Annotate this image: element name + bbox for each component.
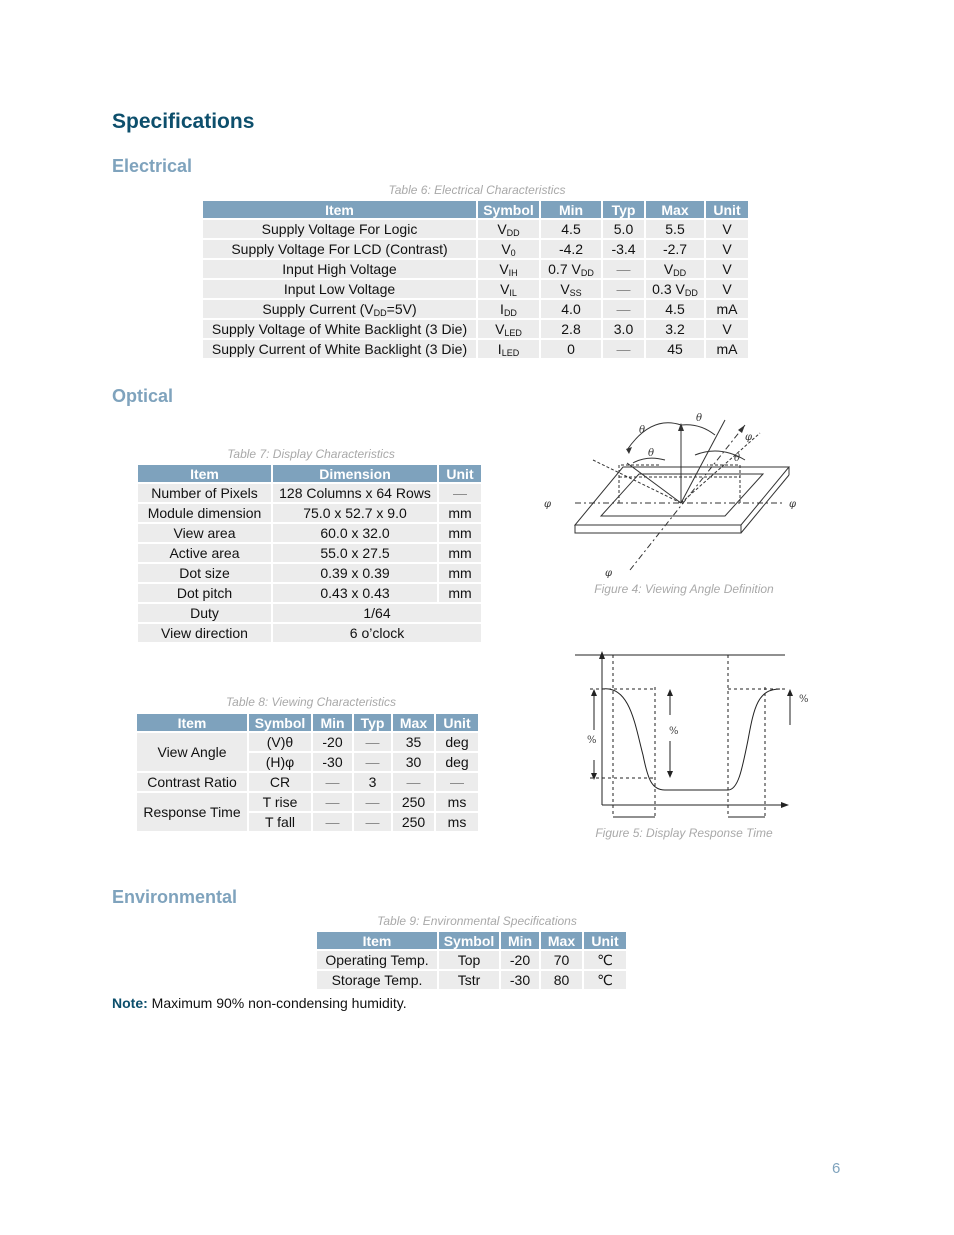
cell-unit: mm [439, 544, 481, 562]
col-header: Unit [584, 932, 626, 949]
phi-label: φ [544, 499, 552, 510]
cell-unit: V [706, 220, 748, 238]
cell-item: Contrast Ratio [137, 773, 247, 791]
col-header: Unit [436, 714, 478, 731]
cell-item: Input High Voltage [203, 260, 476, 278]
cell-symbol: $I_{DD}$ [478, 300, 539, 318]
col-header: Unit [439, 465, 481, 482]
cell-min: -30 [313, 753, 352, 771]
cell-symbol: Top [439, 951, 499, 969]
col-header: Typ [354, 714, 391, 731]
cell-symbol: (V)θ [249, 733, 311, 751]
percent-label: % [587, 735, 597, 746]
theta-label: θ [639, 425, 646, 436]
cell-min: $V_{SS}$ [541, 280, 601, 298]
cell-symbol: T fall [249, 813, 311, 831]
cell-unit: mm [439, 564, 481, 582]
table-row [138, 524, 481, 542]
phi-label: φ [605, 568, 613, 579]
cell-min: 2.8 [541, 320, 601, 338]
col-header: Min [501, 932, 539, 949]
cell-typ: — [354, 793, 391, 811]
cell-item: View Angle [137, 733, 247, 771]
cell-max: 0.3 $V_{DD}$ [646, 280, 704, 298]
table-row [137, 773, 478, 791]
col-header: Item [137, 714, 247, 731]
cell-typ: — [354, 813, 391, 831]
cell-min: -4.2 [541, 240, 601, 258]
col-header: Symbol [439, 932, 499, 949]
cell-item: Dot size [138, 564, 271, 582]
table-row [138, 504, 481, 522]
table-row [138, 484, 481, 502]
cell-max: 250 [393, 793, 434, 811]
table7-caption: Table 7: Display Characteristics [227, 447, 395, 461]
table-row [138, 604, 481, 622]
table-row [317, 951, 626, 969]
table-row [203, 260, 748, 278]
cell-symbol: $V_0$ [478, 240, 539, 258]
cell-dimension: 75.0 x 52.7 x 9.0 [273, 504, 437, 522]
cell-max: 30 [393, 753, 434, 771]
figure4-caption: Figure 4: Viewing Angle Definition [594, 582, 774, 596]
cell-typ: — [354, 733, 391, 751]
table-row [203, 240, 748, 258]
cell-typ: — [603, 280, 644, 298]
section-heading-optical: Optical [112, 386, 174, 406]
cell-min: — [313, 813, 352, 831]
cell-typ: — [354, 753, 391, 771]
viewing-characteristics-table [135, 712, 480, 833]
cell-dimension: 0.43 x 0.43 [273, 584, 437, 602]
table-row [203, 280, 748, 298]
theta-label: θ [734, 453, 741, 464]
cell-max: $V_{DD}$ [646, 260, 704, 278]
cell-symbol: $V_{IL}$ [478, 280, 539, 298]
electrical-characteristics-table [201, 199, 750, 360]
table8-caption: Table 8: Viewing Characteristics [225, 695, 397, 709]
humidity-note [112, 995, 407, 1011]
cell-unit: ms [436, 813, 478, 831]
cell-typ: — [603, 340, 644, 358]
cell-max: 80 [541, 971, 582, 989]
table-row [137, 733, 478, 751]
col-header: Max [541, 932, 582, 949]
cell-max: 35 [393, 733, 434, 751]
cell-min: — [313, 793, 352, 811]
cell-unit: — [439, 484, 481, 502]
cell-max: -2.7 [646, 240, 704, 258]
section-heading-environmental: Environmental [112, 887, 238, 907]
table9-caption: Table 9: Environmental Specifications [377, 914, 577, 928]
cell-symbol: (H)φ [249, 753, 311, 771]
environmental-specifications-table [315, 930, 628, 991]
cell-symbol: $V_{LED}$ [478, 320, 539, 338]
cell-dimension: 6 o’clock [273, 624, 481, 642]
col-header: Min [313, 714, 352, 731]
figure5-caption: Figure 5: Display Response Time [595, 826, 773, 840]
cell-typ: 3 [354, 773, 391, 791]
percent-label: % [669, 726, 679, 737]
cell-dimension: 0.39 x 0.39 [273, 564, 437, 582]
cell-unit: — [436, 773, 478, 791]
col-header: Unit [706, 201, 748, 218]
percent-label: % [799, 694, 809, 705]
cell-item: Supply Voltage of White Backlight (3 Die) [203, 320, 476, 338]
table-row [203, 220, 748, 238]
col-header: Max [393, 714, 434, 731]
cell-symbol: Tstr [439, 971, 499, 989]
cell-typ: -3.4 [603, 240, 644, 258]
table-row [203, 320, 748, 338]
col-header: Symbol [249, 714, 311, 731]
page-title: Specifications [112, 110, 255, 133]
cell-typ: — [603, 300, 644, 318]
cell-item: View area [138, 524, 271, 542]
viewing-angle-diagram [535, 405, 835, 580]
cell-item: Storage Temp. [317, 971, 437, 989]
cell-max: 5.5 [646, 220, 704, 238]
cell-typ: 5.0 [603, 220, 644, 238]
cell-symbol: $I_{LED}$ [478, 340, 539, 358]
cell-dimension: 1/64 [273, 604, 481, 622]
cell-unit: mm [439, 584, 481, 602]
cell-unit: V [706, 240, 748, 258]
cell-item: Supply Voltage For Logic [203, 220, 476, 238]
cell-unit: ℃ [584, 951, 626, 969]
section-heading-electrical: Electrical [112, 156, 193, 176]
cell-item: Dot pitch [138, 584, 271, 602]
cell-item: Module dimension [138, 504, 271, 522]
cell-item: Active area [138, 544, 271, 562]
cell-item: Number of Pixels [138, 484, 271, 502]
cell-unit: ms [436, 793, 478, 811]
cell-item: Duty [138, 604, 271, 622]
cell-typ: — [603, 260, 644, 278]
col-header: Max [646, 201, 704, 218]
cell-max: 3.2 [646, 320, 704, 338]
cell-min: -30 [501, 971, 539, 989]
theta-label: θ [648, 448, 655, 459]
cell-unit: V [706, 280, 748, 298]
cell-unit: mm [439, 504, 481, 522]
table-row [138, 564, 481, 582]
cell-max: — [393, 773, 434, 791]
col-header: Item [317, 932, 437, 949]
cell-max: 4.5 [646, 300, 704, 318]
page-number: 6 [832, 1160, 841, 1177]
col-header: Min [541, 201, 601, 218]
cell-symbol: CR [249, 773, 311, 791]
cell-symbol: T rise [249, 793, 311, 811]
cell-item: View direction [138, 624, 271, 642]
cell-unit: mA [706, 340, 748, 358]
cell-unit: V [706, 260, 748, 278]
cell-dimension: 128 Columns x 64 Rows [273, 484, 437, 502]
cell-min: -20 [313, 733, 352, 751]
col-header: Dimension [273, 465, 437, 482]
cell-max: 45 [646, 340, 704, 358]
phi-label: φ [745, 432, 753, 443]
cell-item: Supply Voltage For LCD (Contrast) [203, 240, 476, 258]
cell-dimension: 55.0 x 27.5 [273, 544, 437, 562]
col-header: Typ [603, 201, 644, 218]
col-header: Symbol [478, 201, 539, 218]
cell-min: 0 [541, 340, 601, 358]
cell-unit: V [706, 320, 748, 338]
cell-max: 250 [393, 813, 434, 831]
cell-min: 4.5 [541, 220, 601, 238]
note-text: Maximum 90% non-condensing humidity. [147, 995, 407, 1011]
table-row [138, 584, 481, 602]
table-row [138, 544, 481, 562]
cell-item: Response Time [137, 793, 247, 831]
cell-min: 0.7 $V_{DD}$ [541, 260, 601, 278]
cell-max: 70 [541, 951, 582, 969]
table-row [203, 300, 748, 318]
cell-item: Operating Temp. [317, 951, 437, 969]
display-characteristics-table [136, 463, 483, 644]
cell-item: Supply Current of White Backlight (3 Die) [203, 340, 476, 358]
cell-item: Supply Current $(V_{DD}=5V)$ [203, 300, 476, 318]
col-header: Item [203, 201, 476, 218]
cell-unit: deg [436, 733, 478, 751]
theta-label: θ [696, 413, 703, 424]
phi-label: φ [789, 499, 797, 510]
note-label: Note: [112, 995, 148, 1011]
cell-unit: mm [439, 524, 481, 542]
cell-symbol: $V_{IH}$ [478, 260, 539, 278]
cell-dimension: 60.0 x 32.0 [273, 524, 437, 542]
cell-symbol: $V_{DD}$ [478, 220, 539, 238]
response-time-diagram [570, 645, 820, 825]
cell-min: — [313, 773, 352, 791]
cell-min: 4.0 [541, 300, 601, 318]
cell-unit: deg [436, 753, 478, 771]
cell-min: -20 [501, 951, 539, 969]
col-header: Item [138, 465, 271, 482]
cell-unit: ℃ [584, 971, 626, 989]
cell-typ: 3.0 [603, 320, 644, 338]
table6-caption: Table 6: Electrical Characteristics [388, 183, 566, 197]
cell-item: Input Low Voltage [203, 280, 476, 298]
table-row [203, 340, 748, 358]
table-row [138, 624, 481, 642]
cell-unit: mA [706, 300, 748, 318]
table-row [317, 971, 626, 989]
table-row [137, 793, 478, 811]
